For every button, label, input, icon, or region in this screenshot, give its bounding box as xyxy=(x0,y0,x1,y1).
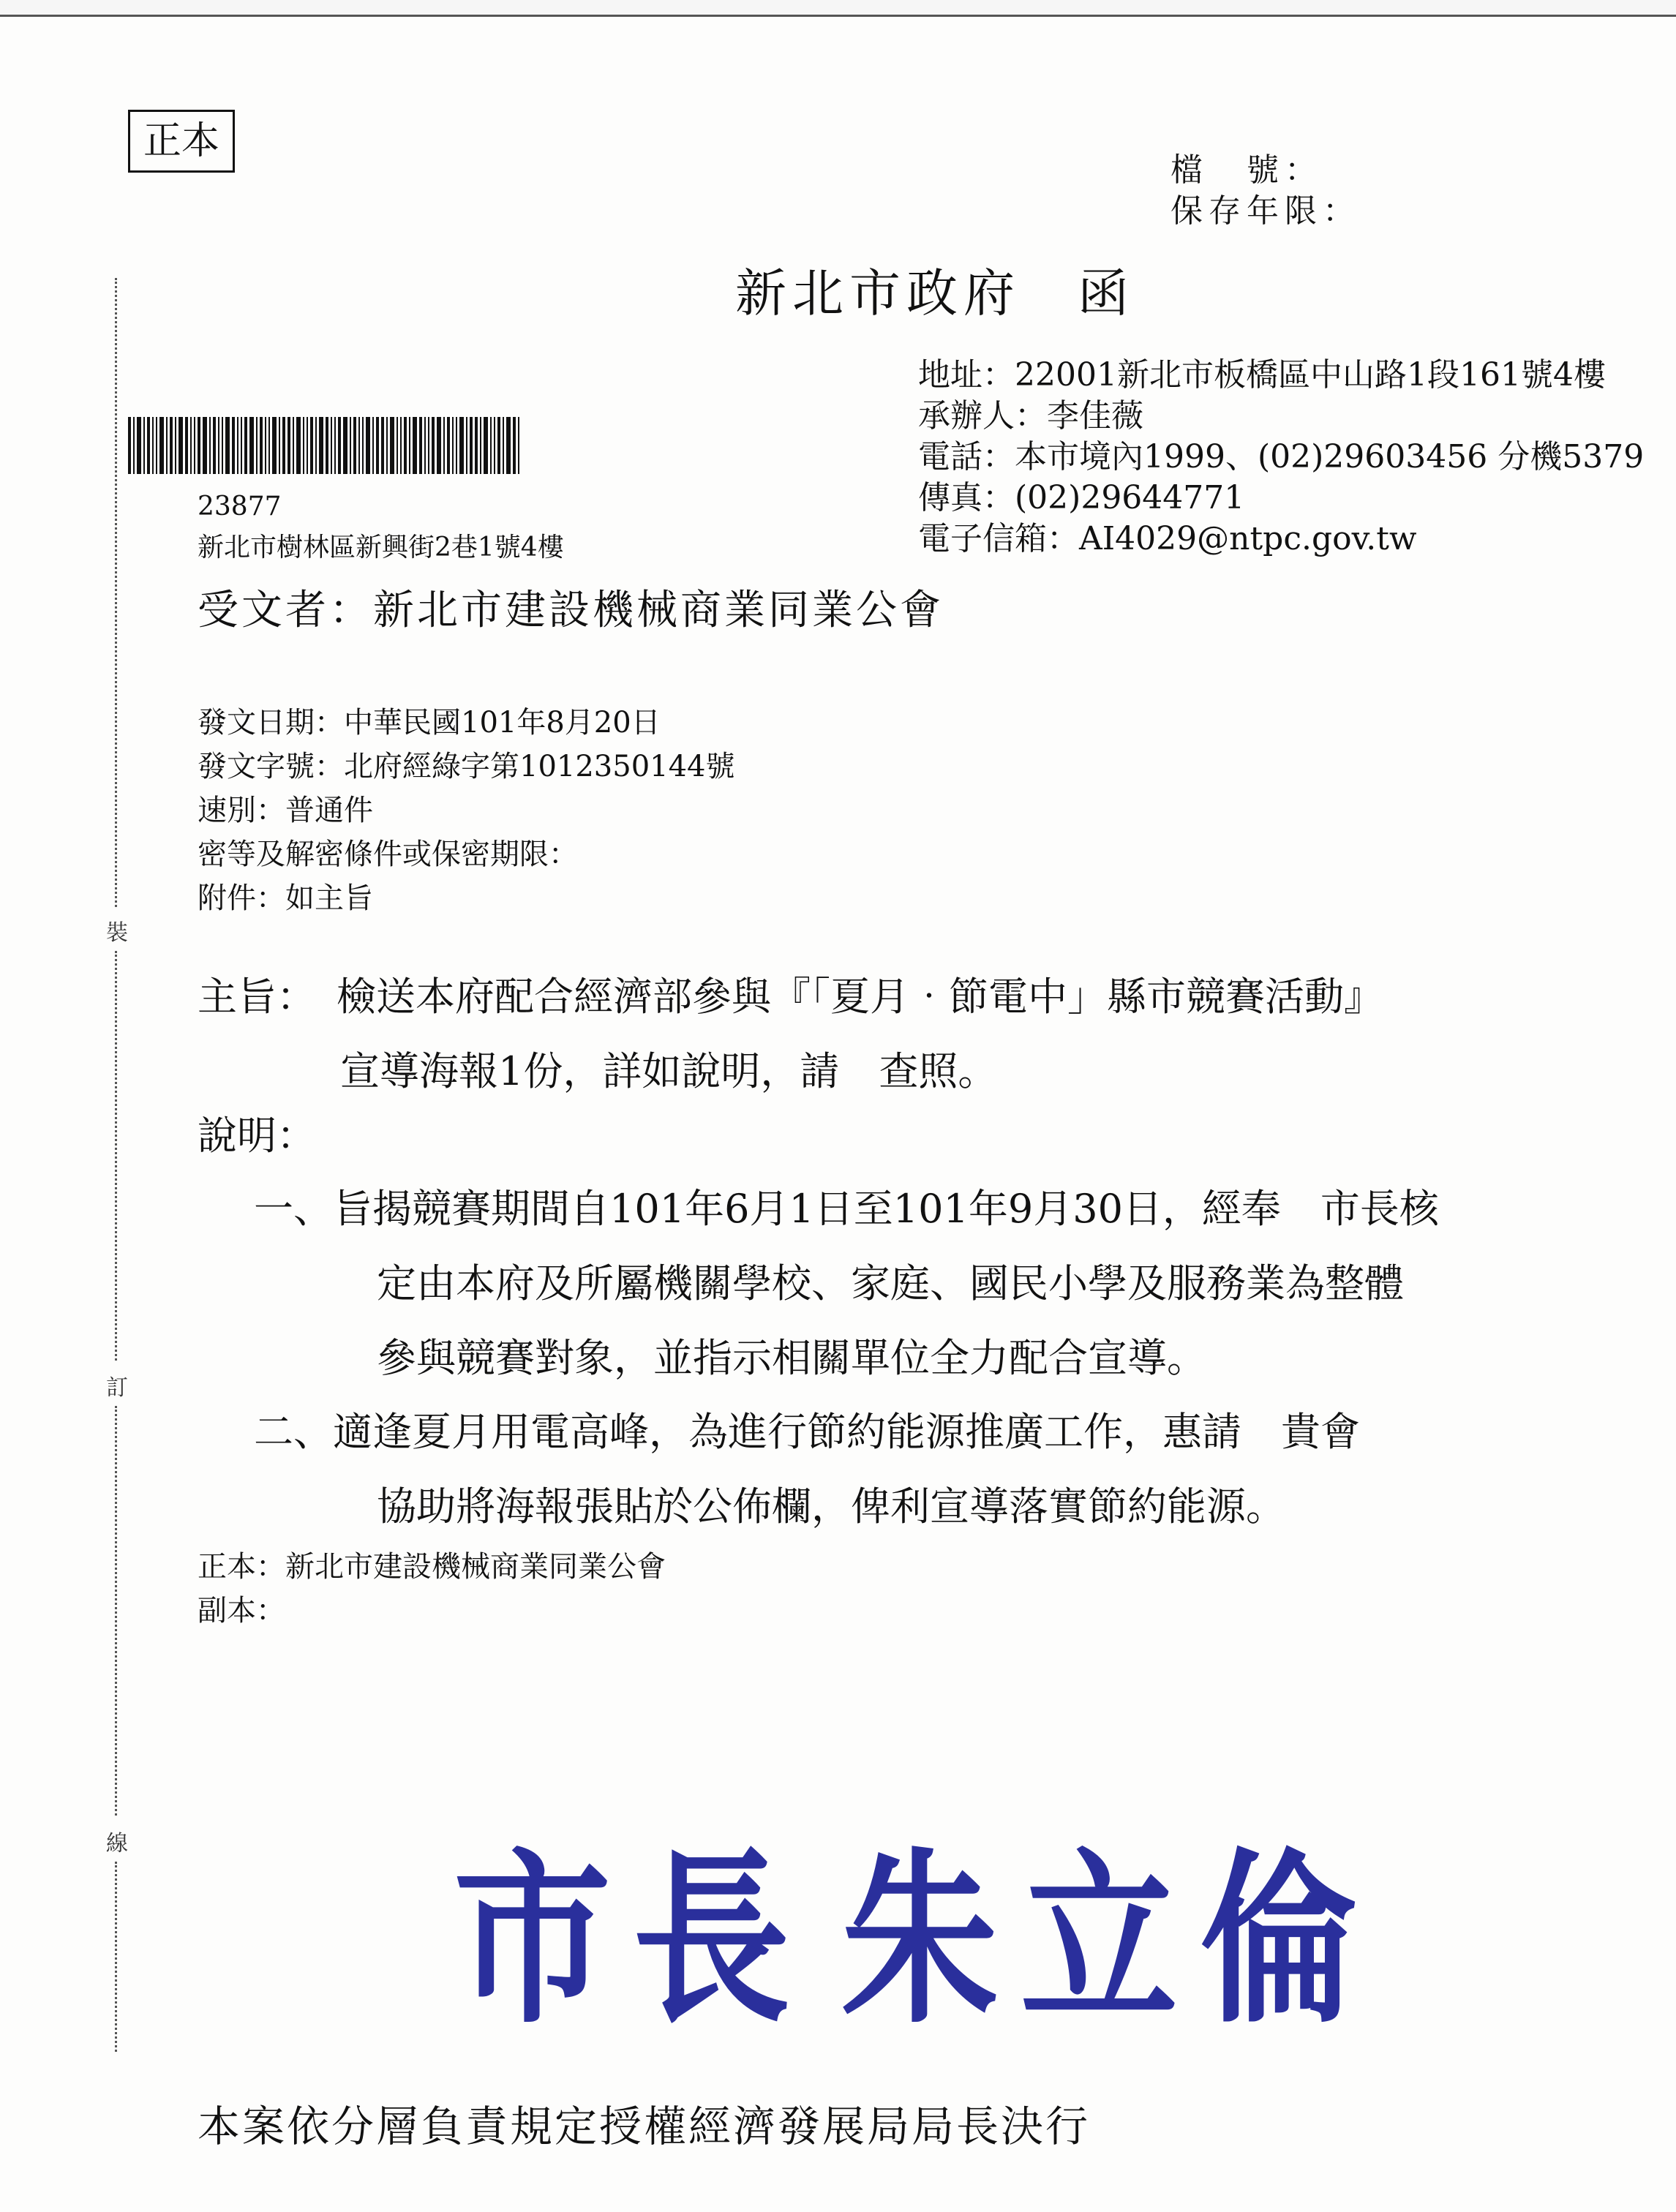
binding-line xyxy=(115,278,117,907)
sender-address: 地址：22001新北市板橋區中山路1段161號4樓 xyxy=(918,356,1606,394)
signature-name: 朱立倫 xyxy=(841,1829,1379,2049)
urgency: 速別：普通件 xyxy=(198,794,373,827)
contact-fax: 傳真：(02)29644771 xyxy=(918,479,1245,516)
distribution xyxy=(198,1545,666,1633)
file-number-label: 檔 號： xyxy=(1170,151,1323,189)
binding-line xyxy=(115,1862,117,2052)
item-number: 一、 xyxy=(254,1186,333,1232)
signature-title: 市長 xyxy=(454,1829,812,2049)
subject-line-1: 檢送本府配合經濟部參與『「夏月‧節電中」縣市競賽活動』 xyxy=(337,974,1383,1020)
sender-info xyxy=(918,355,1644,560)
binding-label-1: 裝 xyxy=(106,920,128,946)
explanation-label: 說明： xyxy=(198,1113,316,1159)
document-title: 新北市政府 函 xyxy=(735,263,1135,323)
subject-section xyxy=(198,960,1383,1109)
attachment: 附件：如主旨 xyxy=(198,881,373,915)
retention-label: 保存年限： xyxy=(1170,192,1361,230)
barcode xyxy=(128,417,538,474)
recipient-address: 新北市樹林區新興街2巷1號4樓 xyxy=(198,533,564,563)
scan-top-edge xyxy=(0,0,1676,17)
copy-recipient: 副本： xyxy=(198,1594,285,1628)
subject-line-2: 宣導海報1份，詳如說明，請 查照。 xyxy=(340,1048,998,1094)
binding-line xyxy=(115,951,117,1361)
item-line: 適逢夏月用電高峰，為進行節約能源推廣工作，惠請 貴會 xyxy=(333,1409,1360,1455)
classification: 密等及解密條件或保密期限： xyxy=(198,838,578,871)
file-meta xyxy=(1170,150,1361,232)
issue-date: 發文日期：中華民國101年8月20日 xyxy=(198,706,661,740)
item-line: 參與競賽對象，並指示相關單位全力配合宣導。 xyxy=(377,1335,1206,1381)
delegation-note: 本案依分層負責規定授權經濟發展局局長決行 xyxy=(198,2102,1091,2151)
reference-number: 發文字號：北府經綠字第1012350144號 xyxy=(198,750,735,783)
explanation-item-2 xyxy=(234,1395,1360,1544)
contact-phone: 電話：本市境內1999、(02)29603456 分機5379 xyxy=(918,438,1645,475)
item-number: 二、 xyxy=(254,1409,333,1455)
binding-label-3: 線 xyxy=(106,1831,128,1856)
contact-email: 電子信箱：AI4029@ntpc.gov.tw xyxy=(918,520,1417,557)
contact-person: 承辦人：李佳薇 xyxy=(918,397,1143,434)
explanation-item-1 xyxy=(234,1172,1439,1396)
item-line: 定由本府及所屬機關學校、家庭、國民小學及服務業為整體 xyxy=(377,1260,1404,1306)
binding-line xyxy=(115,1406,117,1816)
mayor-signature-stamp xyxy=(454,1792,1379,2058)
postal-code: 23877 xyxy=(198,492,282,522)
document-meta xyxy=(198,701,735,920)
receiver-line: 受文者：新北市建設機械商業同業公會 xyxy=(198,587,944,634)
item-line: 協助將海報張貼於公佈欄，俾利宣導落實節約能源。 xyxy=(377,1483,1285,1530)
binding-label-2: 訂 xyxy=(106,1375,128,1401)
original-recipient: 正本：新北市建設機械商業同業公會 xyxy=(198,1550,666,1584)
subject-label: 主旨： xyxy=(198,974,316,1020)
recipient-mailing xyxy=(198,486,564,568)
item-line: 旨揭競賽期間自101年6月1日至101年9月30日，經奉 市長核 xyxy=(333,1186,1439,1232)
original-stamp: 正本 xyxy=(128,110,235,173)
